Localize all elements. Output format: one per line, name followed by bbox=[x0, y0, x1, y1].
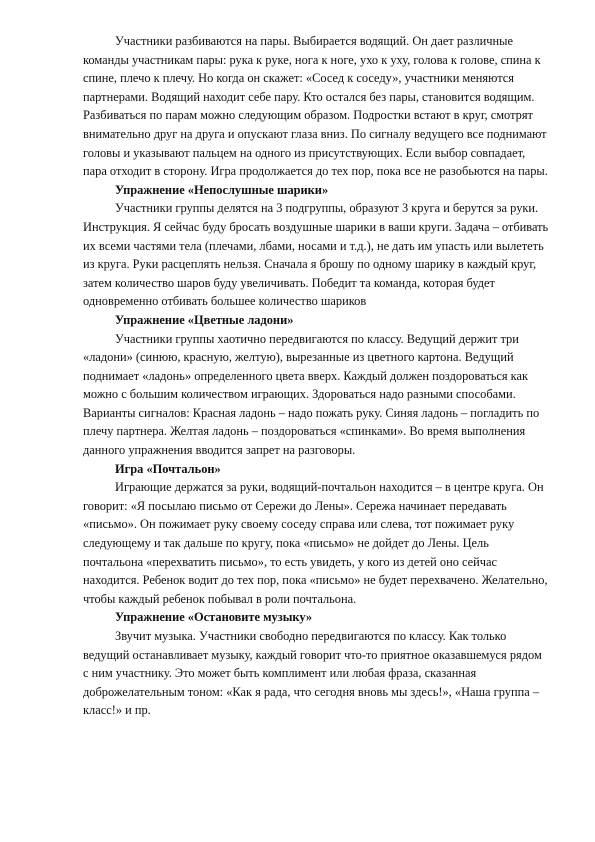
paragraph-colored-palms: Участники группы хаотично передвигаются по классу. Ведущий держит три «ладони» (синюю, красную, желтую), вырезанные из цветного картона. Ведущий поднимает «ладонь» определенного цвета вверх. Каждый должен поздороваться как можно с большим количеством играющих. Здороваться надо разными способами. Варианты сигналов: Красная ладонь – надо пожать руку. Синяя ладонь – погладить по плечу партнера. Желтая ладонь – поздороваться «спинками». Во время выполнения данного упражнения вводится запрет на разговоры. bbox=[83, 331, 540, 458]
paragraph-naughty-balloons: Участники группы делятся на 3 подгруппы, образуют 3 круга и берутся за руки. Инструкция. Я сейчас буду бросать воздушные шарики в ваши круги. Задача – отбивать их всеми частями тела (плечами, лбами, носами и т.д.), не дать им упасть или вылететь из круга. Руки расцеплять нельзя. Сначала я брошу по одному шарику в каждый круг, затем количество шаров буду увеличивать. Победит та команда, которая будет одновременно отбивать большее количество шариков bbox=[83, 201, 549, 309]
document-body bbox=[83, 32, 549, 720]
heading-colored-palms: Упражнение «Цветные ладони» bbox=[115, 312, 294, 327]
paragraph-pairs-game: Участники разбиваются на пары. Выбирается водящий. Он дает различные команды участникам пары: рука к руке, нога к ноге, ухо к уху, голова к голове, спина к спине, плечо к плечу. Но когда он скажет: «Сосед к соседу», участники меняются партнерами. Водящий находит себе пару. Кто остался без пары, становится водящим. Разбиваться по парам можно следующим образом. Подростки встают в круг, смотрят внимательно друг на друга и опускают глаза вниз. По сигналу ведущего все поднимают головы и указывают пальцем на одного из присутствующих. Если выбор совпадает, пара отходит в сторону. Игра продолжается до тех пор, пока все не разобьются на пары. bbox=[83, 34, 548, 179]
heading-naughty-balloons: Упражнение «Непослушные шарики» bbox=[115, 182, 329, 197]
paragraph-stop-the-music: Звучит музыка. Участники свободно передвигаются по классу. Как только ведущий останавливает музыку, каждый говорит что-то приятное оказавшемуся рядом с ним участнику. Это может быть комплимент или любая фраза, сказанная доброжелательным тоном: «Как я рада, что сегодня вновь мы здесь!», «Наша группа – класс!» и пр. bbox=[83, 629, 542, 718]
heading-postman-game: Игра «Почтальон» bbox=[115, 461, 221, 476]
heading-stop-the-music: Упражнение «Остановите музыку» bbox=[115, 610, 313, 625]
paragraph-postman-game: Играющие держатся за руки, водящий-почтальон находится – в центре круга. Он говорит: «Я посылаю письмо от Сережи до Лены». Сережа начинает передавать «письмо». Он пожимает руку своему соседу справа или слева, тот пожимает руку следующему и так дальше по кругу, пока «письмо» не дойдет до Лены. Цель почтальона «перехватить письмо», то есть увидеть, у кого из детей оно сейчас находится. Ребенок водит до тех пор, пока «письмо» не будет перехвачено. Желательно, чтобы каждый ребенок побывал в роли почтальона. bbox=[83, 480, 548, 606]
